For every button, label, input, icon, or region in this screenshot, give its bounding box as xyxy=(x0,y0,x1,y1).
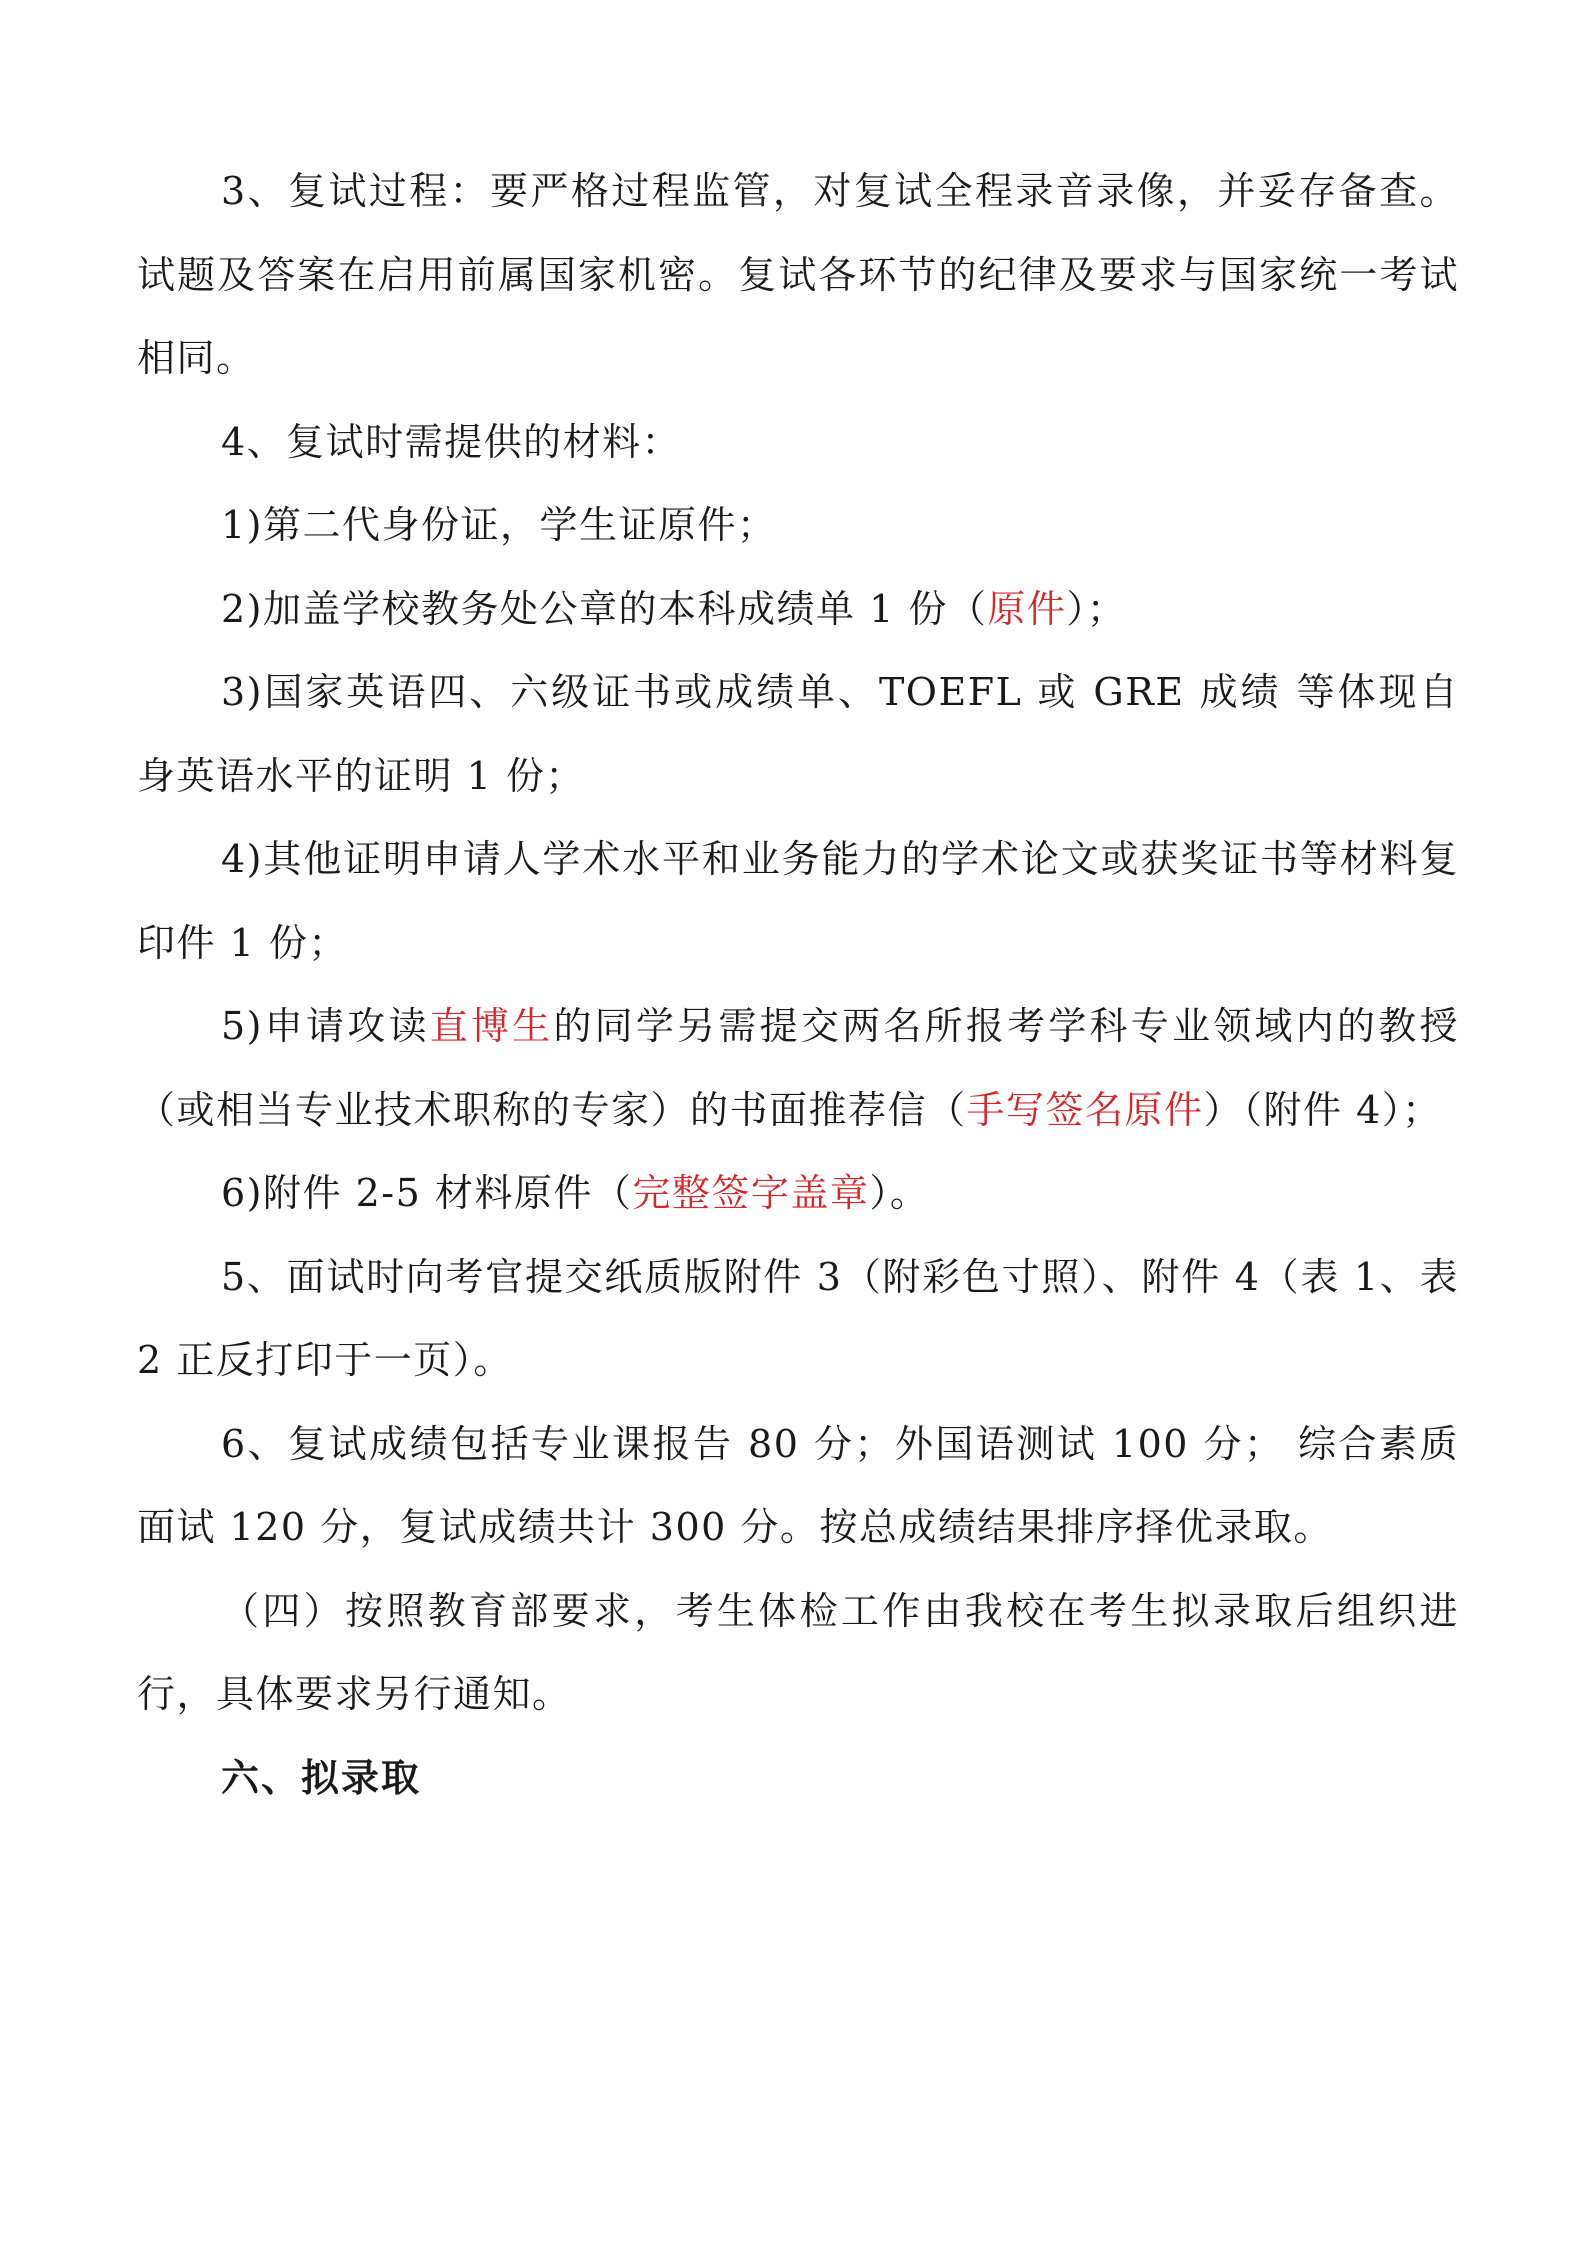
text-segment: 6、复试成绩包括专业课报告 80 分；外国语测试 100 分； 综合素质面试 120 分，复试成绩共计 300 分。按总成绩结果排序择优录取。 xyxy=(137,1421,1459,1549)
para-4-physical-exam xyxy=(137,1570,1459,1737)
para-3-retest-process xyxy=(137,150,1459,401)
text-segment: 5)申请攻读 xyxy=(221,1004,430,1048)
para-item-6-attachments xyxy=(137,1152,1459,1236)
text-segment: 4、复试时需提供的材料： xyxy=(221,419,682,464)
highlighted-text: 原件 xyxy=(987,586,1067,631)
highlighted-text: 直博生 xyxy=(429,1004,554,1048)
para-item-2-transcript xyxy=(137,568,1459,652)
para-4-materials-heading xyxy=(137,401,1459,485)
text-segment: 1)第二代身份证，学生证原件； xyxy=(221,503,777,547)
highlighted-text: 手写签名原件 xyxy=(966,1087,1204,1132)
para-item-4-papers xyxy=(137,818,1459,985)
text-segment: ）； xyxy=(1066,586,1127,631)
text-segment: 2)加盖学校教务处公章的本科成绩单 1 份（ xyxy=(221,586,988,631)
para-item-3-english xyxy=(137,651,1459,818)
text-segment: 3)国家英语四、六级证书或成绩单、TOEFL 或 GRE 成绩 等体现自身英语水平的证明 1 份； xyxy=(137,670,1459,798)
text-segment: 6)附件 2-5 材料原件（ xyxy=(221,1171,633,1215)
text-segment: 5、面试时向考官提交纸质版附件 3（附彩色寸照）、附件 4（表 1、表 2 正反打印于一页）。 xyxy=(137,1254,1459,1382)
document-body xyxy=(137,150,1459,1820)
text-segment: ）。 xyxy=(869,1171,930,1215)
text-segment: ）（附件 4）； xyxy=(1203,1087,1442,1132)
text-segment: 六、拟录取 xyxy=(221,1755,422,1800)
text-segment: 3、复试过程：要严格过程监管，对复试全程录音录像，并妥存备查。试题及答案在启用前属国家机密。复试各环节的纪律及要求与国家统一考试相同。 xyxy=(137,169,1459,380)
highlighted-text: 完整签字盖章 xyxy=(632,1171,870,1215)
para-item-5-recommendation xyxy=(137,985,1459,1152)
para-5-interview-submit xyxy=(137,1236,1459,1403)
text-segment: （四）按照教育部要求，考生体检工作由我校在考生拟录取后组织进行，具体要求另行通知。 xyxy=(137,1588,1459,1716)
section-heading-6 xyxy=(137,1737,1459,1821)
para-6-score xyxy=(137,1403,1459,1570)
para-item-1-id-card xyxy=(137,484,1459,568)
text-segment: 4)其他证明申请人学术水平和业务能力的学术论文或获奖证书等材料复印件 1 份； xyxy=(137,837,1459,965)
text-segment: 的同学另需提交两名所报考学科专业领域内的教授（或相当专业技术职称的专家）的书面推荐信（ xyxy=(137,1004,1459,1132)
